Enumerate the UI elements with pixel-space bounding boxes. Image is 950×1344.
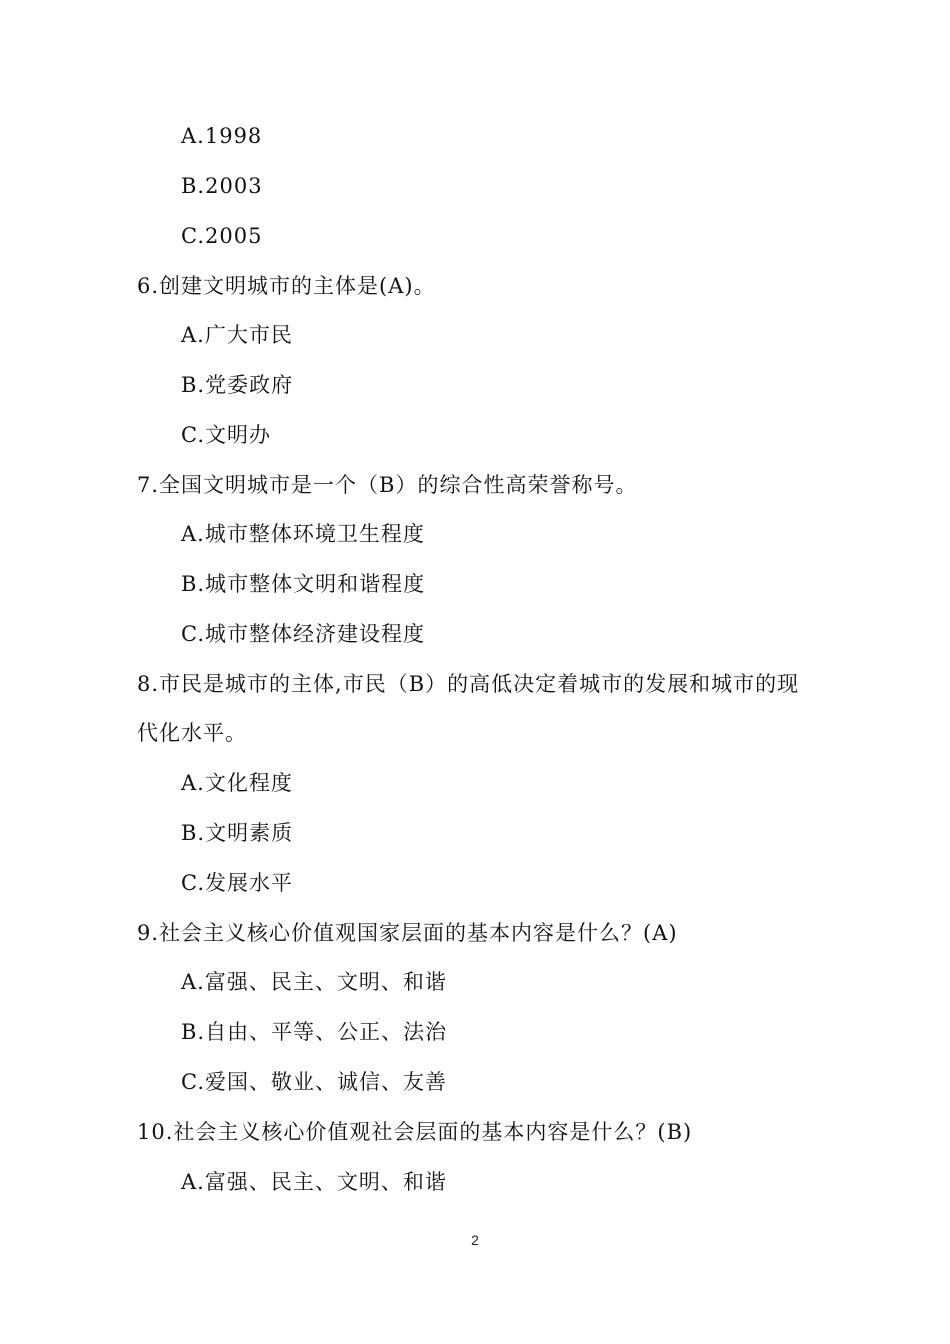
question-line: 7.全国文明城市是一个（B）的综合性高荣誉称号。	[137, 473, 638, 497]
option-line: B.2003	[181, 174, 263, 198]
option-line: A.广大市民	[181, 323, 293, 347]
option-line: C.2005	[181, 224, 263, 248]
option-line: C.发展水平	[181, 871, 293, 895]
option-line: A.城市整体环境卫生程度	[181, 522, 425, 546]
option-line: B.党委政府	[181, 373, 294, 397]
option-line: B.自由、平等、公正、法治	[181, 1020, 448, 1044]
question-continuation-line: 代化水平。	[137, 721, 247, 745]
question-line: 6.创建文明城市的主体是(A)。	[137, 274, 436, 298]
question-line: 9.社会主义核心价值观国家层面的基本内容是什么？(A)	[137, 921, 678, 945]
option-line: B.文明素质	[181, 821, 294, 845]
option-line: B.城市整体文明和谐程度	[181, 572, 426, 596]
option-line: C.爱国、敬业、诚信、友善	[181, 1070, 447, 1094]
option-line: C.城市整体经济建设程度	[181, 622, 425, 646]
option-line: A.文化程度	[181, 771, 293, 795]
option-line: A.富强、民主、文明、和谐	[181, 970, 447, 994]
option-line: A.富强、民主、文明、和谐	[181, 1170, 447, 1194]
option-line: A.1998	[181, 124, 263, 148]
page-number: 2	[471, 1232, 479, 1248]
question-line: 10.社会主义核心价值观社会层面的基本内容是什么？(B)	[137, 1120, 693, 1144]
option-line: C.文明办	[181, 423, 271, 447]
question-line: 8.市民是城市的主体,市民（B）的高低决定着城市的发展和城市的现	[137, 672, 800, 696]
